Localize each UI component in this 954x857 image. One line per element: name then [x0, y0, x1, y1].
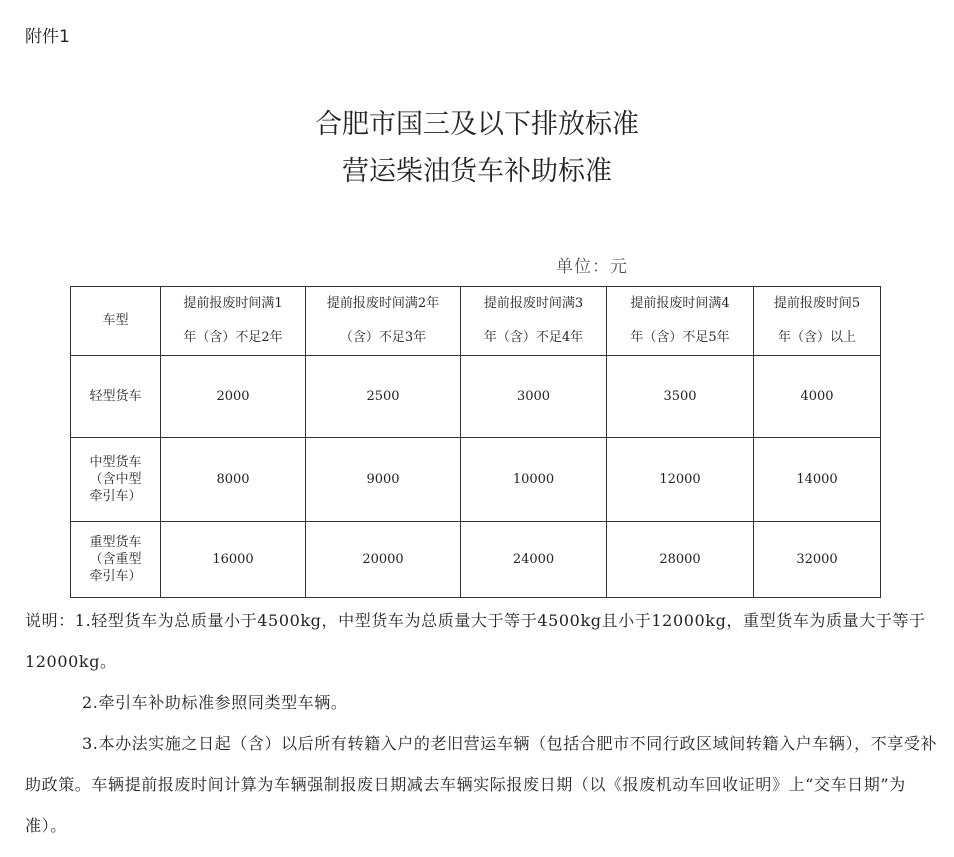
- subsidy-value: 12000: [607, 438, 754, 522]
- header-col-1-2yr: [161, 287, 306, 356]
- subsidy-value: 20000: [306, 522, 461, 598]
- note-2: 2.牵引车补助标准参照同类型车辆。: [82, 693, 348, 712]
- note-1: 说明：1.轻型货车为总质量小于4500kg，中型货车为总质量大于等于4500kg且小于12000kg，重型货车为质量大于等于12000kg。: [25, 611, 926, 671]
- subsidy-value: 16000: [161, 522, 306, 598]
- vehicle-type-cell: [71, 438, 161, 522]
- header-line: 年（含）不足5年: [630, 330, 730, 345]
- subsidy-value: 4000: [754, 356, 881, 438]
- header-vehicle-type: 车型: [71, 287, 161, 356]
- subsidy-value: 9000: [306, 438, 461, 522]
- unit-label: 单位：元: [556, 257, 628, 277]
- vehicle-type-line: （含中型: [89, 472, 142, 487]
- note-3: 3.本办法实施之日起（含）以后所有转籍入户的老旧营运车辆（包括合肥市不同行政区域间转籍入户车辆），不享受补助政策。车辆提前报废时间计算为车辆强制报废日期减去车辆实际报废日期（以《报废机动车回收证明》上“交车日期”为准）。: [25, 734, 938, 835]
- vehicle-type-line: 重型货车: [89, 535, 142, 550]
- vehicle-type-line: 轻型货车: [89, 389, 142, 404]
- subsidy-value: 3000: [461, 356, 607, 438]
- subsidy-value: 2000: [161, 356, 306, 438]
- subsidy-value: 28000: [607, 522, 754, 598]
- header-line: 年（含）不足2年: [183, 330, 283, 345]
- notes-section: [25, 600, 945, 846]
- table-row-heavy-truck: [71, 522, 881, 598]
- subsidy-value: 32000: [754, 522, 881, 598]
- header-line: 年（含）不足4年: [483, 330, 584, 345]
- document-title-line2: 营运柴油货车补助标准: [342, 156, 612, 187]
- header-col-3-4yr: [461, 287, 607, 356]
- subsidy-value: 10000: [461, 438, 607, 522]
- header-line: 年（含）以上: [777, 330, 856, 345]
- vehicle-type-cell: [71, 356, 161, 438]
- attachment-label: 附件1: [25, 27, 70, 47]
- header-line: 提前报废时间满4: [630, 296, 730, 311]
- header-col-2-3yr: [306, 287, 461, 356]
- subsidy-value: 8000: [161, 438, 306, 522]
- header-col-4-5yr: [607, 287, 754, 356]
- subsidy-value: 14000: [754, 438, 881, 522]
- table-row-medium-truck: [71, 438, 881, 522]
- subsidy-value: 3500: [607, 356, 754, 438]
- vehicle-type-line: 中型货车: [89, 455, 142, 470]
- header-line: 提前报废时间5: [773, 296, 861, 311]
- header-line: 提前报废时间满2年: [326, 296, 440, 311]
- header-col-5yr-plus: [754, 287, 881, 356]
- header-line: 提前报废时间满1: [183, 296, 283, 311]
- table-row-light-truck: [71, 356, 881, 438]
- table-header-row: [71, 287, 881, 356]
- subsidy-table: [70, 286, 881, 598]
- vehicle-type-line: （含重型: [89, 552, 142, 567]
- subsidy-value: 24000: [461, 522, 607, 598]
- document-title-line1: 合肥市国三及以下排放标准: [315, 109, 639, 140]
- vehicle-type-line: 牵引车）: [89, 489, 142, 504]
- subsidy-value: 2500: [306, 356, 461, 438]
- vehicle-type-cell: [71, 522, 161, 598]
- vehicle-type-line: 牵引车）: [89, 569, 142, 584]
- header-line: （含）不足3年: [339, 330, 427, 345]
- header-line: 提前报废时间满3: [483, 296, 584, 311]
